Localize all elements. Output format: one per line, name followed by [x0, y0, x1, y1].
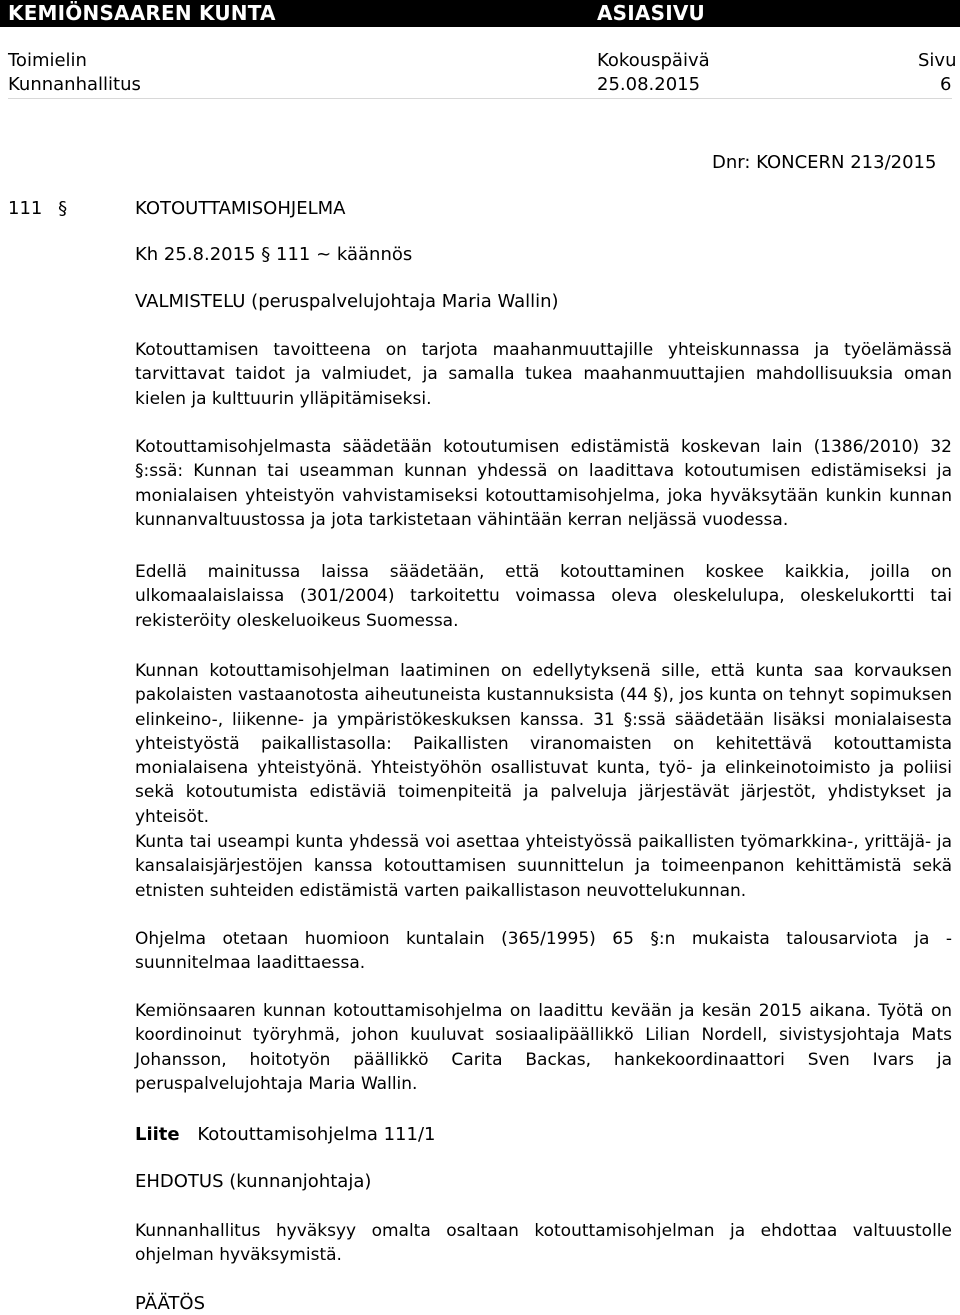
proposal-heading: EHDOTUS (kunnanjohtaja)	[135, 1171, 372, 1192]
attachment-link[interactable]: Kotouttamisohjelma 111/1	[197, 1124, 436, 1145]
date-value: 25.08.2015	[597, 74, 701, 95]
paragraph-2: Kotouttamisohjelmasta säädetään kotoutumisen edistämistä koskevan lain (1386/2010) 32 §:ssä: Kunnan tai useamman kunnan yhdessä on laadittava kotoutumisen edistämiseksi ja monialaisen yhteistyön vahvistamiseksi kotouttamisohjelma, joka hyväksytään kunkin kunnan kunnanvaltuustossa ja jota tarkistetaan vähintään kerran neljässä vuodessa.	[135, 437, 952, 530]
section-symbol: §	[58, 198, 68, 219]
proposal-text: Kunnanhallitus hyväksyy omalta osaltaan kotouttamisohjelman ja ehdottaa valtuustolle ohjelman hyväksymistä.	[135, 1221, 952, 1266]
date-label: Kokouspäivä	[597, 50, 710, 71]
paragraph-3: Edellä mainitussa laissa säädetään, että kotouttaminen koskee kaikkia, joilla on ulkomaalaislaissa (301/2004) tarkoitettu voimassa oleva oleskelulupa, oleskelukortti tai rekisteröity oleskeluoikeus Suomessa.	[135, 562, 952, 631]
preparation-heading: VALMISTELU (peruspalvelujohtaja Maria Wallin)	[135, 291, 559, 312]
kh-line: Kh 25.8.2015 § 111 ~ käännös	[135, 244, 413, 265]
org-name: KEMIÖNSAAREN KUNTA	[8, 1, 276, 25]
attachment-line	[135, 1124, 435, 1146]
meta-values	[0, 74, 960, 96]
paragraph-7: Kemiönsaaren kunnan kotouttamisohjelma on laadittu kevään ja kesän 2015 aikana. Työtä on koordinoinut työryhmä, johon kuuluvat sosiaalipäällikkö Lilian Nordell, sivistysjohtaja Mats Johansson, hoitotyön päällikkö Carita Backas, hankekoordinaattori Sven Ivars ja peruspalvelujohtaja Maria Wallin.	[135, 1001, 952, 1094]
header-bar	[0, 0, 960, 27]
case-number-value: 111	[8, 198, 43, 219]
page-label: Sivu	[918, 50, 957, 71]
paragraph-6: Ohjelma otetaan huomioon kuntalain (365/1995) 65 §:n mukaista talousarviota ja -suunnitelmaa laadittaessa.	[135, 929, 952, 974]
dnr-number: Dnr: KONCERN 213/2015	[712, 152, 937, 173]
header-divider	[8, 98, 952, 99]
case-number	[8, 198, 67, 220]
decision-heading: PÄÄTÖS	[135, 1293, 206, 1314]
organ-value: Kunnanhallitus	[8, 74, 141, 95]
case-title: KOTOUTTAMISOHJELMA	[135, 198, 346, 219]
attachment-label: Liite	[135, 1124, 180, 1145]
paragraph-1: Kotouttamisen tavoitteena on tarjota maahanmuuttajille yhteiskunnassa ja työelämässä tarvittavat taidot ja valmiudet, ja samalla tukea maahanmuuttajien mahdollisuuksia oman kielen ja kulttuurin ylläpitämiseksi.	[135, 340, 952, 409]
paragraph-5: Kunta tai useampi kunta yhdessä voi asettaa yhteistyössä paikallisten työmarkkina-, yrittäjä- ja kansalaisjärjestöjen kanssa kotouttamisen suunnittelun ja toimeenpanon kehittämistä sekä etnisten suhteiden edistämistä varten paikallistason neuvottelukunnan.	[135, 832, 952, 901]
document-type: ASIASIVU	[597, 1, 705, 25]
meta-labels	[0, 50, 960, 72]
page-number: 6	[940, 74, 952, 95]
paragraph-4: Kunnan kotouttamisohjelman laatiminen on edellytyksenä sille, että kunta saa korvauksen pakolaisten vastaanotosta aiheutuneista kustannuksista (44 §), jos kunta on tehnyt sopimuksen elinkeino-, liikenne- ja ympäristökeskuksen kanssa. 31 §:ssä säädetään lisäksi monialaisesta yhteistyöstä paikallistasolla: Paikallisten viranomaisten on kehitettävä kotouttamista monialaisena yhteistyönä. Yhteistyöhön osallistuvat kunta, työ- ja elinkeinotoimisto ja poliisi sekä kotoutumista edistäviä toimenpiteitä ja palveluja järjestävät järjestöt, yhdistykset ja yhteisöt.	[135, 661, 952, 827]
organ-label: Toimielin	[8, 50, 87, 71]
